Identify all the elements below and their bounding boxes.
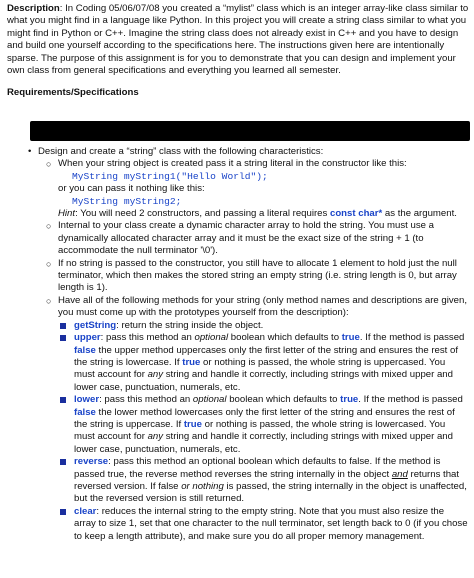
redaction-bar: [30, 121, 470, 141]
requirements-heading: Requirements/Specifications: [7, 87, 139, 99]
main-bullet-text: Design and create a “string” class with the following characteristics:: [38, 146, 324, 157]
keyword-true: true: [183, 418, 202, 430]
method-name: getString: [74, 319, 117, 331]
text: is passed, the string internally in the object is unaffected, but the reversed version is still returned.: [74, 480, 467, 505]
method-desc: : reduces the internal string to the empty string. Note that you must also resize the array to size 1, set that one character to the null terminator, set length back to 0 (if you chose to keep a length attribute), and make sure you do all proper memory management.: [74, 505, 468, 542]
text: boolean which defaults to: [228, 332, 342, 344]
method-desc: : return the string inside the object.: [116, 319, 264, 331]
code-line-1: MyString myString1("Hello World");: [72, 170, 268, 182]
method-name: clear: [74, 505, 97, 517]
sub-list: [46, 158, 468, 543]
sub-item-methods: [46, 295, 468, 543]
hint-code: const char*: [329, 208, 383, 220]
description-paragraph: [7, 3, 469, 77]
text: optional: [194, 332, 229, 344]
method-name: reverse: [74, 456, 109, 468]
text: string and handle it correctly, including strings with mixed upper and lower case, punctuation, numerals, etc.: [74, 431, 453, 455]
method-upper: [60, 332, 468, 394]
sub-item-internal: [46, 220, 468, 257]
keyword-true: true: [341, 332, 360, 344]
square-bullet-icon: [60, 509, 66, 515]
text: or nothing is passed, the whole string is uppercased. You must account for: [74, 356, 446, 381]
square-bullet-icon: [60, 459, 66, 465]
description-text: : In Coding 05/06/07/08 you created a “mylist” class which is an integer array-like class similar to what you might find in a language like Python. In this project you will create a string class similar to what you might find in Python or C++. Imagine the string class does not already exist in C++ and you have to design and build one yourself according to the specifications here. The instructions given here are intentionally sparse. The purpose of this assignment is for you to demonstrate that you can design and implement your own class from general specifications and everything you learned all semester.: [7, 3, 469, 77]
bullet-dot-icon: •: [28, 146, 32, 157]
constructor-text: When your string object is created pass it a string literal in the constructor like this:: [58, 158, 407, 170]
text: returns that reversed version. If false: [74, 468, 460, 492]
hint-line: [58, 208, 457, 220]
document-page: [7, 3, 469, 112]
method-name: lower: [74, 394, 100, 406]
keyword-false: false: [74, 406, 96, 418]
code-line-2: MyString myString2;: [72, 195, 182, 207]
hint-label: Hint: [58, 208, 76, 220]
text: . If the method is passed: [358, 394, 463, 406]
or-nothing-text: or you can pass it nothing like this:: [58, 183, 205, 195]
text: the upper method uppercases only the first letter of the string and ensures the rest of the string is lowercase. If: [74, 344, 458, 368]
internal-text: Internal to your class create a dynamic character array to hold the string. You must use a dynamically allocated character array and it must be the exact size of the string + 1 (to accommodate the null terminator '\0').: [58, 220, 434, 257]
hint-text: : You will need 2 constructors, and passing a literal requires: [75, 208, 330, 220]
circle-bullet-icon: ○: [46, 221, 52, 232]
sub-item-no-string: [46, 258, 468, 295]
main-bullet: [28, 146, 468, 158]
text: any: [147, 431, 164, 443]
square-bullet-icon: [60, 397, 66, 403]
text: : pass this method an: [100, 332, 195, 344]
text: boolean which defaults to: [226, 394, 341, 406]
text: and: [391, 468, 408, 480]
keyword-true: true: [340, 394, 359, 406]
text: any: [147, 369, 164, 381]
text: or nothing is passed, the whole string is lowercased. You must account for: [74, 418, 446, 443]
requirements-list: [28, 146, 468, 543]
have-all-text: Have all of the following methods for your string (only method names and descriptions are given, you must come up with the prototypes yourself from the description):: [58, 294, 468, 319]
text: : pass this method an: [99, 394, 193, 406]
text: the lower method lowercases only the first letter of the string and ensures the rest of the string is uppercase. If: [74, 406, 455, 430]
description-label: Description: [7, 3, 60, 14]
text: optional: [192, 394, 227, 406]
method-getstring: [60, 320, 468, 332]
square-bullet-icon: [60, 323, 66, 329]
circle-bullet-icon: ○: [46, 258, 52, 269]
text: or nothing: [181, 480, 224, 492]
method-lower: [60, 394, 468, 456]
method-reverse: [60, 456, 468, 506]
sub-item-constructor: [46, 158, 468, 220]
method-name: upper: [74, 332, 101, 344]
text: : pass this method an optional boolean which defaults to false. If the method is passed true, the reverse method reverses the string internally in the object: [74, 456, 441, 480]
circle-bullet-icon: ○: [46, 159, 52, 170]
circle-bullet-icon: ○: [46, 295, 52, 306]
keyword-true: true: [182, 356, 201, 368]
text: . If the method is passed: [359, 332, 465, 344]
method-clear: [60, 506, 468, 543]
hint-end: as the argument.: [382, 208, 457, 220]
no-string-text: If no string is passed to the constructor, you still have to allocate 1 element to hold just the null terminator, which then makes the stored string an empty string (i.e. string length is 0, but array length is 1).: [58, 257, 457, 294]
square-bullet-icon: [60, 335, 66, 341]
keyword-false: false: [74, 344, 96, 356]
text: string and handle it correctly, including strings with mixed upper and lower case, punctuation, numerals, etc.: [74, 369, 453, 393]
